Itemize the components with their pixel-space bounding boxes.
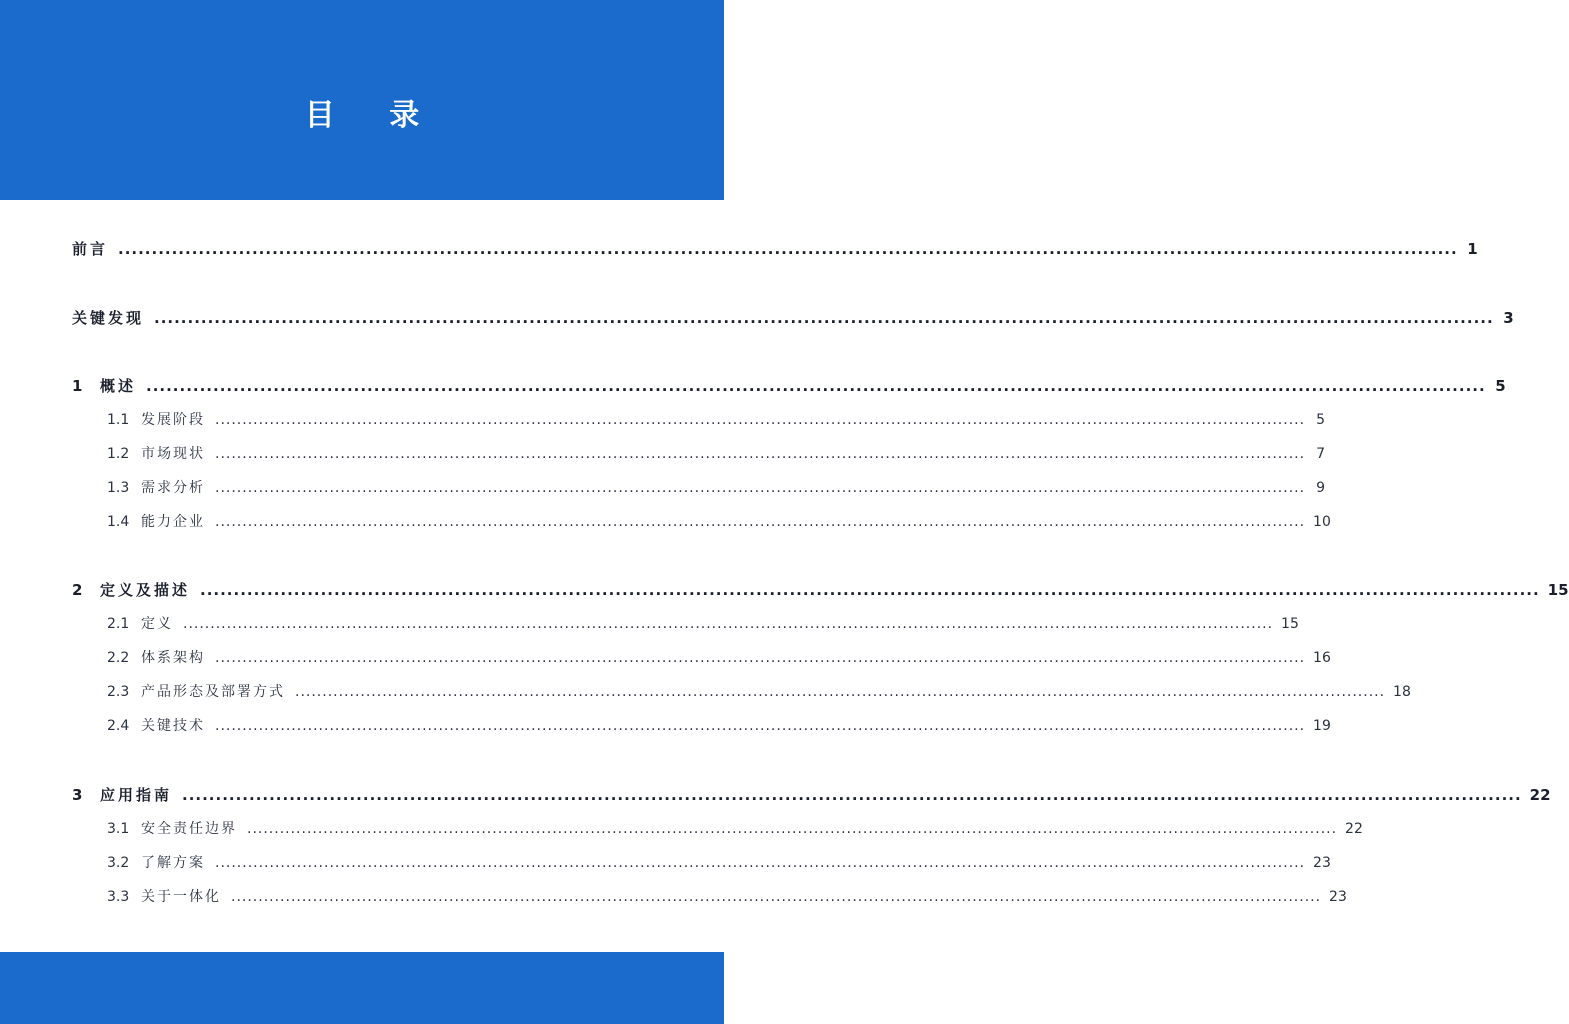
toc-entry-preface[interactable] (72, 238, 1478, 259)
toc-entry-section-2-2[interactable] (107, 647, 1331, 667)
toc-entry-section-3[interactable] (72, 784, 1551, 805)
toc-entry-label: 定义及描述 (100, 581, 191, 599)
toc-leader-dots: ........................................................................................................................................................................................................ (215, 855, 1306, 871)
toc-entry-number: 3.2 (107, 855, 130, 871)
toc-leader-dots: ........................................................................................................................................................................................................ (215, 446, 1306, 462)
toc-entry-page: 9 (1316, 480, 1326, 496)
toc-entry-label: 发展阶段 (141, 412, 205, 428)
toc-entry-page: 22 (1345, 821, 1363, 837)
toc-leader-dots: ........................................................................................................................................................................................................ (183, 616, 1274, 632)
toc-entry-label: 能力企业 (141, 514, 205, 530)
toc-leader-dots: ........................................................................................................................................................................................................ (215, 650, 1306, 666)
toc-leader-dots: ........................................................................................................................................................................................................ (200, 581, 1540, 599)
toc-entry-section-1[interactable] (72, 375, 1506, 396)
toc-entry-number: 2.1 (107, 616, 130, 632)
toc-entry-number: 2.3 (107, 684, 130, 700)
toc-entry-page: 5 (1316, 412, 1326, 428)
toc-entry-label: 关键技术 (141, 718, 205, 734)
toc-leader-dots: ........................................................................................................................................................................................................ (182, 786, 1522, 804)
toc-entry-page: 22 (1529, 786, 1551, 804)
toc-entry-number: 1.2 (107, 446, 130, 462)
toc-leader-dots: ........................................................................................................................................................................................................ (154, 309, 1494, 327)
toc-entry-label: 了解方案 (141, 855, 205, 871)
toc-entry-label: 市场现状 (141, 446, 205, 462)
toc-leader-dots: ........................................................................................................................................................................................................ (295, 684, 1386, 700)
toc-entry-number: 3.3 (107, 889, 130, 905)
toc-entry-label: 定义 (141, 616, 173, 632)
toc-entry-section-1-2[interactable] (107, 443, 1326, 463)
toc-entry-number: 1.4 (107, 514, 130, 530)
toc-entry-label: 关键发现 (72, 309, 145, 327)
toc-entry-section-2-3[interactable] (107, 681, 1411, 701)
toc-entry-page: 3 (1503, 309, 1514, 327)
toc-entry-page: 23 (1329, 889, 1347, 905)
toc-entry-page: 1 (1467, 240, 1478, 258)
toc-entry-label: 需求分析 (141, 480, 205, 496)
page-title: 目 录 (304, 98, 442, 133)
toc-entry-section-3-1[interactable] (107, 818, 1363, 838)
toc-entry-section-2-1[interactable] (107, 613, 1299, 633)
toc-entry-page: 18 (1393, 684, 1411, 700)
toc-entry-section-1-4[interactable] (107, 511, 1331, 531)
toc-entry-page: 23 (1313, 855, 1331, 871)
toc-leader-dots: ........................................................................................................................................................................................................ (215, 480, 1306, 496)
toc-entry-number: 1.1 (107, 412, 130, 428)
toc-entry-number: 3 (72, 786, 83, 804)
toc-entry-label: 体系架构 (141, 650, 205, 666)
toc-entry-label: 前言 (72, 240, 109, 258)
toc-leader-dots: ........................................................................................................................................................................................................ (215, 514, 1306, 530)
toc-entry-page: 7 (1316, 446, 1326, 462)
toc-leader-dots: ........................................................................................................................................................................................................ (118, 240, 1458, 258)
toc-leader-dots: ........................................................................................................................................................................................................ (231, 889, 1322, 905)
toc-entry-page: 16 (1313, 650, 1331, 666)
toc-entry-number: 2.4 (107, 718, 130, 734)
toc-entry-number: 1.3 (107, 480, 130, 496)
toc-entry-page: 15 (1281, 616, 1299, 632)
toc-entry-label: 安全责任边界 (141, 821, 237, 837)
toc-entry-page: 10 (1313, 514, 1331, 530)
toc-entry-section-3-3[interactable] (107, 886, 1347, 906)
toc-entry-number: 3.1 (107, 821, 130, 837)
toc-entry-section-1-1[interactable] (107, 409, 1326, 429)
toc-leader-dots: ........................................................................................................................................................................................................ (215, 718, 1306, 734)
toc-entry-label: 应用指南 (100, 786, 173, 804)
toc-entry-label: 关于一体化 (141, 889, 221, 905)
toc-entry-page: 15 (1547, 581, 1569, 599)
toc-entry-section-3-2[interactable] (107, 852, 1331, 872)
toc-entry-number: 2 (72, 581, 83, 599)
toc-entry-section-2[interactable] (72, 579, 1569, 600)
toc-leader-dots: ........................................................................................................................................................................................................ (215, 412, 1306, 428)
toc-entry-label: 产品形态及部署方式 (141, 684, 285, 700)
toc-entry-number: 1 (72, 377, 83, 395)
toc-entry-findings[interactable] (72, 307, 1514, 328)
toc-leader-dots: ........................................................................................................................................................................................................ (146, 377, 1486, 395)
toc-entry-number: 2.2 (107, 650, 130, 666)
toc-entry-page: 19 (1313, 718, 1331, 734)
toc-leader-dots: ........................................................................................................................................................................................................ (247, 821, 1338, 837)
toc-entry-section-2-4[interactable] (107, 715, 1331, 735)
toc-entry-label: 概述 (100, 377, 137, 395)
toc-entry-section-1-3[interactable] (107, 477, 1326, 497)
toc-entry-page: 5 (1495, 377, 1506, 395)
footer-banner (0, 952, 724, 1024)
